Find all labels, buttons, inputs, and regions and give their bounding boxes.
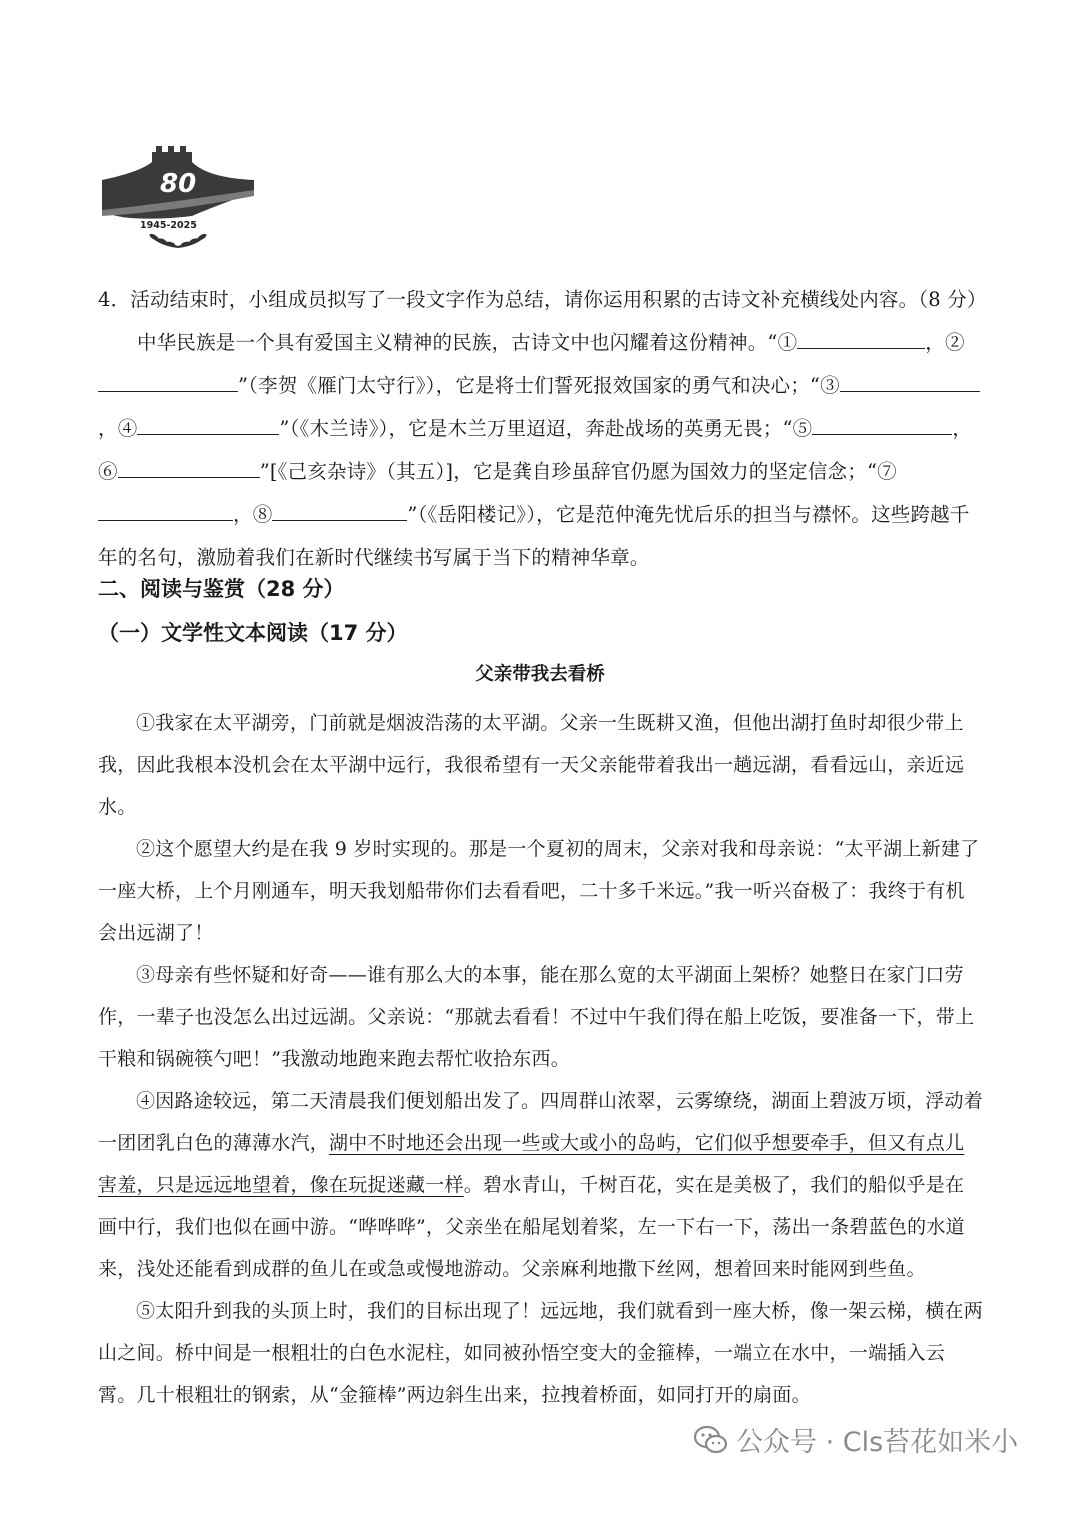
story-paragraph-2: ②这个愿望大约是在我 9 岁时实现的。那是一个夏初的周末，父亲对我和母亲说：“太平湖上新建了一座大桥，上个月刚通车，明天我划船带你们去看看吧，二十多千米远。”我一听兴奋极了：我终于有机会出远湖了！: [98, 838, 980, 944]
watermark: [694, 1420, 1018, 1459]
answer-blank-3[interactable]: [840, 371, 980, 392]
q4-text-7: ”[《己亥杂诗》（其五）]，它是龚自珍虽辞官仍愿为国效力的坚定信念；“⑦: [259, 460, 897, 483]
watermark-text: 公众号 · Cls苔花如米小: [736, 1427, 1019, 1458]
answer-blank-5[interactable]: [812, 414, 952, 435]
q4-text-1: 中华民族是一个具有爱国主义精神的民族，古诗文中也闪耀着这份精神。“①: [137, 331, 798, 354]
answer-blank-4[interactable]: [137, 414, 279, 435]
emblem-number: 80: [160, 169, 197, 199]
story-paragraph-3: ③母亲有些怀疑和好奇——谁有那么大的本事，能在那么宽的太平湖面上架桥？她整日在家门口劳作，一辈子也没怎么出过远湖。父亲说：“那就去看看！不过中午我们得在船上吃饭，要准备一下，带上干粮和锅碗筷勺吧！”我激动地跑来跑去帮忙收拾东西。: [98, 964, 975, 1070]
underlined-sentence: 湖中不时地还会出现一些或大或小的岛屿，它们似乎想要牵手，但又有点儿害羞，只是远远地望着，像在玩捉迷藏一样: [98, 1132, 965, 1196]
laurel-wreath-icon: [149, 233, 208, 248]
q4-text-9: ”（《岳阳楼记》），它是范仲淹先忧后乐的担当与襟怀。这些跨越千年的名句，激励着我们在新时代继续书写属于当下的精神华章。: [98, 503, 970, 569]
great-wall-emblem-icon: [100, 140, 256, 252]
section-heading-reading: 二、阅读与鉴赏（28 分）: [98, 577, 345, 601]
question-4-paragraph: [98, 321, 983, 579]
story-paragraph-1: ①我家在太平湖旁，门前就是烟波浩荡的太平湖。父亲一生既耕又渔，但他出湖打鱼时却很少带上我，因此我根本没机会在太平湖中远行，我很希望有一天父亲能带着我出一趟远湖，看看远山，亲近远水。: [98, 712, 965, 818]
q4-text-4: ，④: [98, 417, 138, 440]
question-4-prompt: 4．活动结束时，小组成员拟写了一段文字作为总结，请你运用积累的古诗文补充横线处内容。（8 分）: [98, 288, 987, 311]
q4-text-5: ”（《木兰诗》），它是木兰万里迢迢，奔赴战场的英勇无畏；“⑤: [279, 417, 813, 440]
emblem-years: 1945-2025: [140, 220, 197, 231]
answer-blank-8[interactable]: [272, 500, 407, 521]
q4-text-6: ，⑥: [98, 417, 973, 483]
answer-blank-7[interactable]: [98, 500, 233, 521]
q4-text-8: ，⑧: [233, 503, 273, 526]
answer-blank-6[interactable]: [118, 457, 260, 478]
story-paragraph-4: [98, 1080, 983, 1290]
q4-text-3: ”（李贺《雁门太守行》），它是将士们誓死报效国家的勇气和决心；“③: [238, 374, 840, 397]
q4-text-2: ，②: [925, 331, 965, 354]
question-4: [98, 278, 987, 579]
wechat-icon: [694, 1425, 728, 1455]
story-paragraph-5: ⑤太阳升到我的头顶上时，我们的目标出现了！远远地，我们就看到一座大桥，像一架云梯，横在两山之间。桥中间是一根粗壮的白色水泥柱，如同被孙悟空变大的金箍棒，一端立在水中，一端插入云霄。几十根粗壮的钢索，从“金箍棒”两边斜生出来，拉拽着桥面，如同打开的扇面。: [98, 1300, 984, 1406]
anniversary-emblem: [100, 140, 256, 252]
story-p4-text-b: 。碧水青山，千树百花，实在是美极了，我们的船似乎是在画中行，我们也似在画中游。“哗哗哗”，父亲坐在船尾划着桨，左一下右一下，荡出一条碧蓝色的水道来，浅处还能看到成群的鱼儿在或急或慢地游动。父亲麻利地撒下丝网，想着回来时能网到些鱼。: [98, 1174, 965, 1280]
story-title: 父亲带我去看桥: [475, 664, 605, 685]
story-p4-text-a: ④因路途较远，第二天清晨我们便划船出发了。四周群山浓翠，云雾缭绕，湖面上碧波万顷，浮动着一团团乳白色的薄薄水汽，: [98, 1090, 984, 1154]
subsection-heading-literary: （一）文学性文本阅读（17 分）: [98, 621, 408, 645]
answer-blank-2[interactable]: [98, 371, 238, 392]
story-body: [98, 702, 983, 1416]
answer-blank-1[interactable]: [797, 328, 925, 349]
